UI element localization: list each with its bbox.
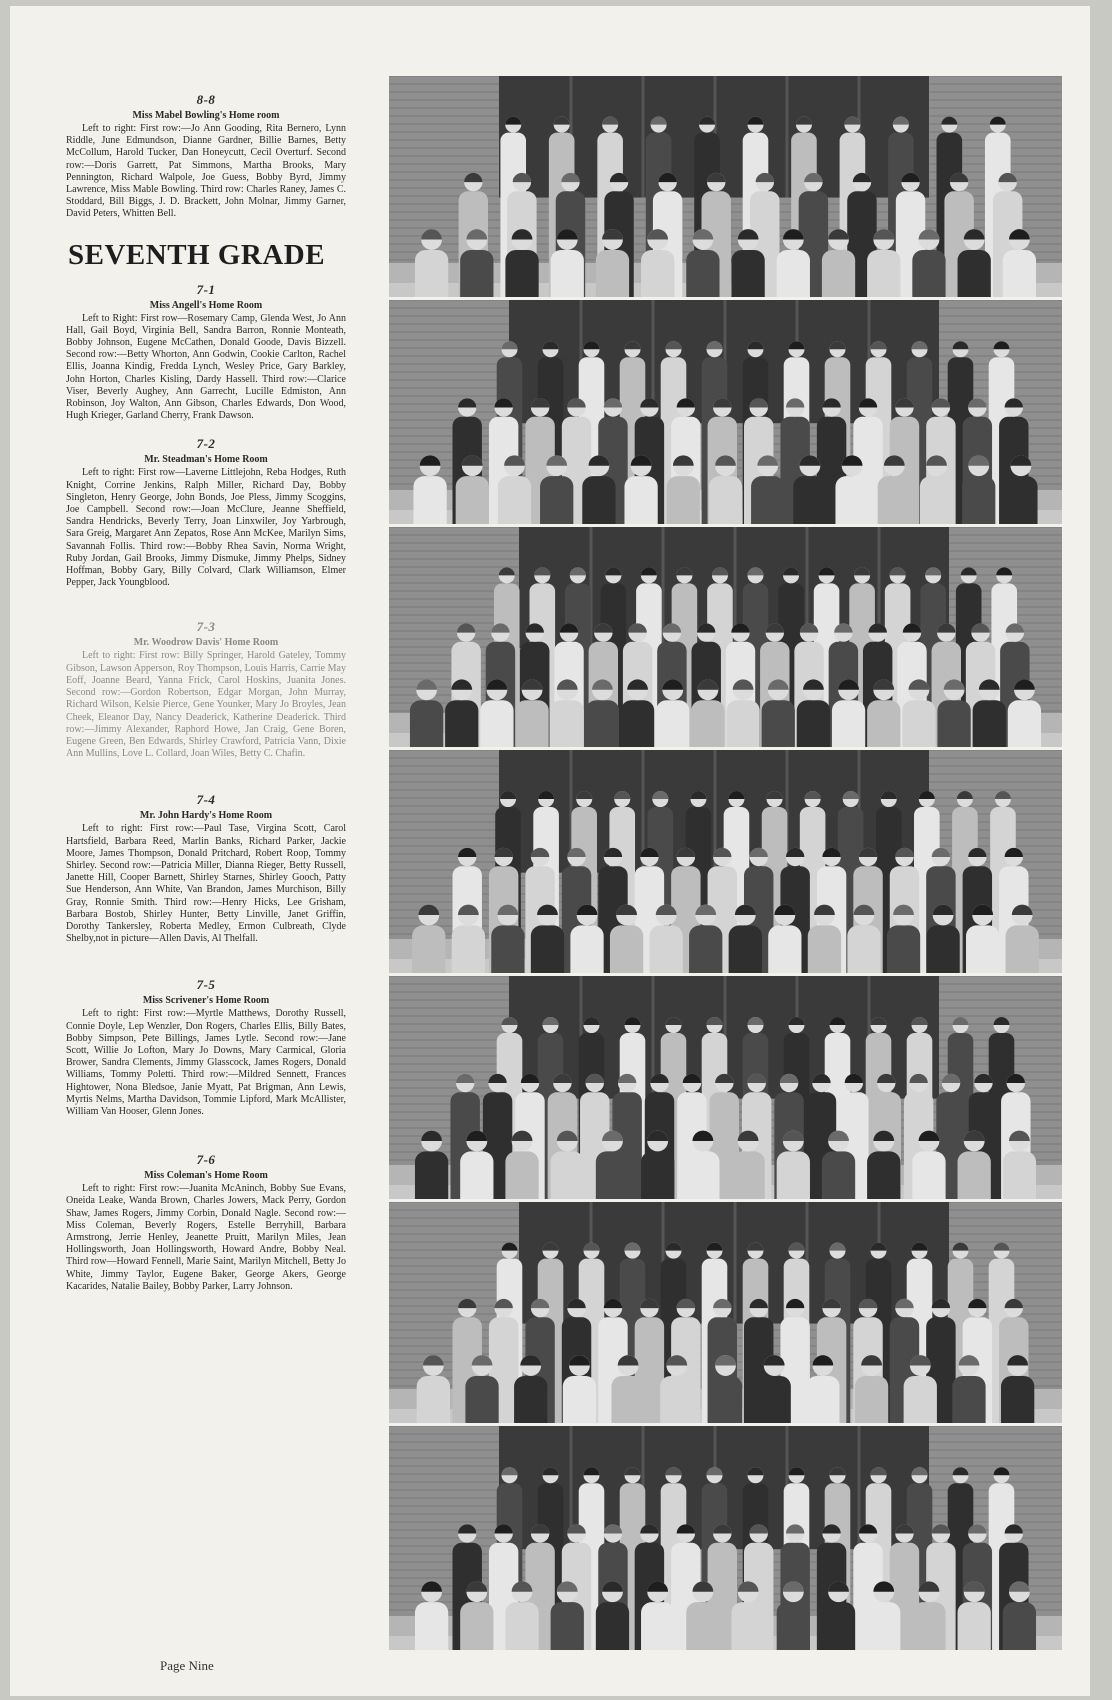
section-number: 7-6 — [196, 1152, 216, 1168]
homeroom-title: Miss Coleman's Home Room — [144, 1170, 268, 1182]
section-number: 7-3 — [196, 619, 216, 635]
class-photo-7-2 — [389, 527, 1062, 747]
student-names: Left to right: First row:—Jo Ann Gooding, Rita Bernero, Lynn Riddle, June Edmundson, Dianne Gardner, Billie Barnes, Betty McCollum, Harold Tucker, Dan Honeycutt, Cecil Overturf. Second row:—Doris Garrett, Pat Simmons, Martha Brooks, Mary Pennington, Richard Walpole, Joe Guess, Bobby Byrd, Jimmy Lawrence, Miss Mable Bowling. Third row: Charles Raney, James C. Stoddard, Bill Biggs, J. D. Brackett, John Molnar, Jimmy Garner, David Peters, Whitten Bell. — [66, 123, 346, 220]
class-photo-7-4 — [389, 976, 1062, 1199]
photo-canvas — [389, 976, 1062, 1199]
photo-canvas — [389, 750, 1062, 973]
caption-column — [66, 92, 346, 1293]
yearbook-page — [10, 6, 1090, 1696]
photo-canvas — [389, 1426, 1062, 1650]
class-photo-7-6 — [389, 1426, 1062, 1650]
student-names: Left to right: First row:—Myrtle Matthews, Dorothy Russell, Connie Doyle, Lep Wenzler, Don Rogers, Charles Ellis, Billy Bates, Bobby Simpson, Pete Billings, James Lytle. Second row:—Jane Scott, Willie Jo Lofton, Mary Jo Downs, Mary Carmical, Gloria Brower, Sandra Clements, Jimmy Glasscock, James Rogers, Donald Williams, Tommy Poletti. Third row:—Mildred Sennett, Frances Hightower, Nona Bledsoe, Janie Myatt, Pat Brigman, Ann Lewis, Myrtis Nelms, Martha Davidson, Tommie Lipford, Mark McAllister, William Van Hooser, Glenn Jones. — [66, 1008, 346, 1117]
photo-canvas — [389, 1202, 1062, 1423]
class-photo-8-8 — [389, 76, 1062, 297]
section-number: 7-5 — [196, 977, 216, 993]
section-7-6 — [66, 1152, 346, 1293]
section-number: 7-2 — [196, 436, 216, 452]
homeroom-title: Mr. Woodrow Davis' Home Room — [133, 637, 279, 649]
section-number: 7-4 — [196, 792, 216, 808]
photo-canvas — [389, 300, 1062, 524]
student-names: Left to right: First row: Billy Springer, Harold Gateley, Tommy Gibson, Lawson Apperson, Roy Thompson, Louis Harris, Carrie May Eoff, Joanne Beard, Yanna Frick, Carol Hoskins, Juanita Jones. Second row:—Gordon Robertson, Edgar Morgan, John Murray, Richard Wilson, Kelsie Pierce, Gene Younker, Mary Jo Broyles, Jean Cheek, Eleanor Day, Nancy Deaderick, Katherine Deaderick. Third row:—Jimmy Alexander, Raphord Howe, Jan Craig, Gene Boren, Eugene Green, Ben Edwards, Shirley Crawford, Patricia Vann, Dixie Ann Mullins, Love L. Collard, Joan Wiles, Betty C. Chafin. — [66, 650, 346, 760]
student-names: Left to right: First row:—Paul Tase, Virgina Scott, Carol Hartsfield, Barbara Reed, Marlin Banks, Richard Parker, Jackie Moore, James Thompson, Donald Pritchard, Robert Roop, Tommy Shirley. Second row:—Patricia Miller, Dianna Rieger, Betty Russell, Janette Hill, Cooper Barnett, Shirley Starnes, Shirley Gooch, Patty Sue Henderson, Ann White, Van Brandon, James Murchison, Billy Gray, Ronnie Smith. Third row:—Henry Hicks, Lee Grisham, Barbara Bostob, Shirley Hunter, Betty Linville, Janet Griffin, Dorothy Tankersley, Roberta Medley, Ermon Culbreath, Clyde Shelby,not in picture—Allen Davis, Al Thelfall. — [66, 823, 346, 945]
section-7-1 — [66, 282, 346, 423]
student-names: Left to right: First row—Laverne Littlejohn, Reba Hodges, Ruth Knight, Corrine Jenkins, Ralph Miller, Richard Day, Bobby Singleton, Henry George, John Bonds, Joe Pless, Jimmy Scoggins, Joe Campbell. Second row:—Joan McClure, Jeanne Sheffield, Sandra Hendricks, Beverly Terry, Joan Linxwiler, Joy Yarbrough, Sara Greig, Margaret Ann Zepatos, Rose Ann McKee, Marilyn Sims, Savannah Follis. Third row:—Bobby Rhea Savin, Norma Wright, Ruby Jordan, Gail Brooks, Jimmy Dismuke, Jimmy Phelps, Sidney Hoffman, Bobby Gary, Billy Colvard, Clark Williamson, Elmer Pepper, Jack Youngblood. — [66, 467, 346, 589]
section-7-2 — [66, 436, 346, 589]
page-number: Page Nine — [160, 1658, 214, 1673]
homeroom-title: Mr. Steadman's Home Room — [144, 454, 268, 466]
student-names: Left to right: First row:—Juanita McAninch, Bobby Sue Evans, Oneida Leake, Wanda Brown, Charles Jowers, Mack Perry, Gordon Shaw, James Rogers, Jimmy Corbin, Donald Nagle. Second row:—Miss Coleman, Beverly Rogers, Estelle Berryhill, Barbara Armstrong, Jerrie Henley, Jeanette Pruitt, Marilyn Miles, Jean Hollingsworth, Joan Hollingsworth, Howard Andre, Bobby Neal. Third row—Howard Fennell, Marie Saint, Marilyn Mitchell, Betty Jo White, Jimmy Taylor, Eugene Baker, George Akers, George Kacarides, Natalie Bailey, Bobby Parker, Larry Johnson. — [66, 1183, 346, 1292]
class-photo-7-1 — [389, 300, 1062, 524]
homeroom-title: Miss Angell's Home Room — [149, 299, 263, 311]
class-photo-7-3 — [389, 750, 1062, 973]
photo-canvas — [389, 527, 1062, 747]
section-7-3 — [66, 619, 346, 760]
homeroom-title: Mr. John Hardy's Home Room — [139, 810, 273, 822]
student-names: Left to Right: First row—Rosemary Camp, Glenda West, Jo Ann Hall, Gail Boyd, Virginia Bell, Sandra Barron, Ronnie Monteath, Bobby Johnson, Eugene McCathen, Donald Goode, Davis Bizzell. Second row:—Betty Whorton, Ann Godwin, Cookie Carlton, Rachel Ellis, Joanna Kindig, Fredda Lynch, Wesley Price, Gary Barkley, John Horton, Charles Kisling, Dardy Hassell. Third row:—Clarice Viser, Beverly Aughey, Ann Garrecht, Lucille Edmiston, Ann Robinson, Joy Walton, Ann Gibson, Charles Edwards, Don Wood, Hugh Krieger, Garland Cherry, Frank Dawson. — [66, 312, 346, 422]
section-7-4 — [66, 792, 346, 945]
homeroom-title: Miss Mabel Bowling's Home room — [132, 110, 280, 121]
section-7-5 — [66, 977, 346, 1118]
section-number: 8-8 — [196, 92, 216, 107]
class-photo-column — [389, 76, 1062, 1653]
homeroom-title: Miss Scrivener's Home Room — [142, 995, 270, 1007]
photo-canvas — [389, 76, 1062, 297]
class-photo-7-5 — [389, 1202, 1062, 1423]
grade-heading: SEVENTH GRADE — [68, 238, 326, 271]
section-8-8 — [66, 92, 346, 221]
section-number: 7-1 — [196, 281, 216, 297]
